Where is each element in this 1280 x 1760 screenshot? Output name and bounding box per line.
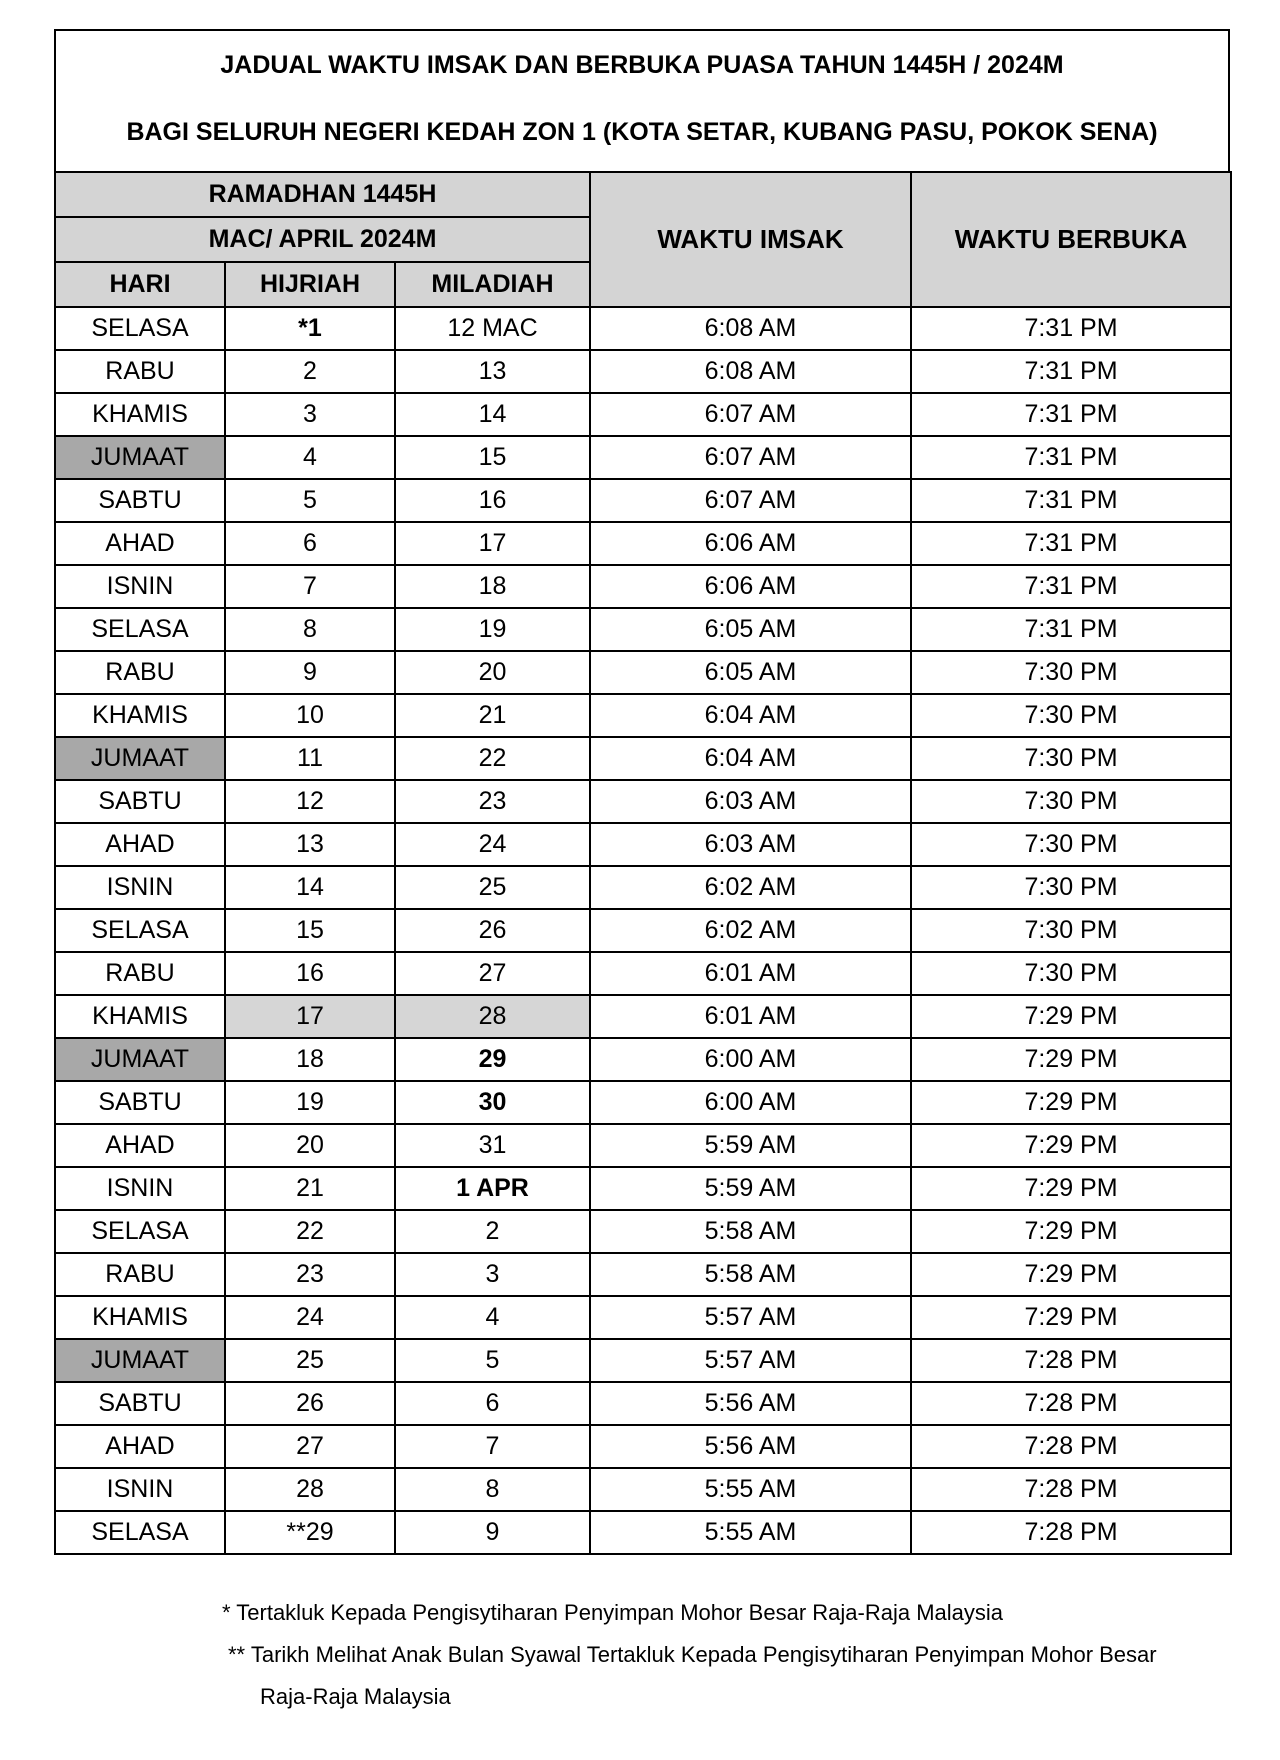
cell-waktu-berbuka: 7:31 PM — [911, 393, 1231, 436]
schedule-sheet — [54, 29, 1230, 1555]
cell-waktu-imsak: 5:57 AM — [590, 1339, 911, 1382]
cell-hijriah: 24 — [225, 1296, 395, 1339]
cell-miladiah: 23 — [395, 780, 590, 823]
cell-hijriah: 17 — [225, 995, 395, 1038]
cell-hijriah: 23 — [225, 1253, 395, 1296]
cell-miladiah: 18 — [395, 565, 590, 608]
cell-miladiah: 29 — [395, 1038, 590, 1081]
cell-waktu-imsak: 6:08 AM — [590, 307, 911, 350]
table-row — [55, 1253, 1231, 1296]
cell-hijriah: 3 — [225, 393, 395, 436]
table-row — [55, 737, 1231, 780]
cell-hari: SABTU — [55, 1081, 225, 1124]
cell-hijriah: 12 — [225, 780, 395, 823]
footnote-2: ** Tarikh Melihat Anak Bulan Syawal Tertakluk Kepada Pengisytiharan Penyimpan Mohor Besar — [228, 1642, 1157, 1667]
table-row — [55, 1081, 1231, 1124]
cell-hari: SELASA — [55, 1511, 225, 1554]
table-row — [55, 1511, 1231, 1554]
table-row — [55, 350, 1231, 393]
cell-miladiah: 6 — [395, 1382, 590, 1425]
table-row — [55, 608, 1231, 651]
cell-hari: SELASA — [55, 1210, 225, 1253]
cell-hari: ISNIN — [55, 1167, 225, 1210]
header-hijriah: HIJRIAH — [225, 262, 395, 307]
cell-waktu-berbuka: 7:30 PM — [911, 823, 1231, 866]
table-header — [55, 172, 1231, 307]
cell-miladiah: 22 — [395, 737, 590, 780]
cell-waktu-imsak: 5:58 AM — [590, 1210, 911, 1253]
cell-miladiah: 19 — [395, 608, 590, 651]
table-row — [55, 995, 1231, 1038]
cell-miladiah: 12 MAC — [395, 307, 590, 350]
cell-hijriah: 22 — [225, 1210, 395, 1253]
cell-waktu-berbuka: 7:31 PM — [911, 608, 1231, 651]
cell-waktu-berbuka: 7:30 PM — [911, 694, 1231, 737]
table-row — [55, 565, 1231, 608]
cell-hari: AHAD — [55, 1425, 225, 1468]
cell-miladiah: 16 — [395, 479, 590, 522]
cell-hijriah: 6 — [225, 522, 395, 565]
cell-hijriah: 19 — [225, 1081, 395, 1124]
cell-waktu-imsak: 6:02 AM — [590, 866, 911, 909]
cell-hijriah: 15 — [225, 909, 395, 952]
cell-waktu-berbuka: 7:28 PM — [911, 1425, 1231, 1468]
cell-hijriah: 2 — [225, 350, 395, 393]
cell-hari: SELASA — [55, 608, 225, 651]
cell-miladiah: 21 — [395, 694, 590, 737]
table-body — [55, 307, 1231, 1554]
cell-miladiah: 1 APR — [395, 1167, 590, 1210]
cell-miladiah: 14 — [395, 393, 590, 436]
schedule-table — [54, 171, 1232, 1555]
cell-miladiah: 15 — [395, 436, 590, 479]
cell-hijriah: 18 — [225, 1038, 395, 1081]
table-row — [55, 522, 1231, 565]
cell-waktu-imsak: 6:01 AM — [590, 995, 911, 1038]
cell-miladiah: 27 — [395, 952, 590, 995]
cell-hijriah: 28 — [225, 1468, 395, 1511]
cell-waktu-berbuka: 7:30 PM — [911, 737, 1231, 780]
cell-hari: KHAMIS — [55, 1296, 225, 1339]
cell-waktu-imsak: 6:01 AM — [590, 952, 911, 995]
cell-waktu-berbuka: 7:29 PM — [911, 995, 1231, 1038]
cell-hijriah: 21 — [225, 1167, 395, 1210]
table-row — [55, 866, 1231, 909]
cell-waktu-berbuka: 7:28 PM — [911, 1468, 1231, 1511]
cell-waktu-imsak: 6:05 AM — [590, 651, 911, 694]
table-row — [55, 780, 1231, 823]
cell-hijriah: 27 — [225, 1425, 395, 1468]
cell-miladiah: 3 — [395, 1253, 590, 1296]
cell-waktu-imsak: 5:55 AM — [590, 1468, 911, 1511]
header-ramadhan: RAMADHAN 1445H — [55, 172, 590, 217]
table-row — [55, 1167, 1231, 1210]
cell-hijriah: 13 — [225, 823, 395, 866]
table-row — [55, 436, 1231, 479]
cell-waktu-imsak: 5:57 AM — [590, 1296, 911, 1339]
table-row — [55, 1210, 1231, 1253]
table-row — [55, 307, 1231, 350]
header-mac-april: MAC/ APRIL 2024M — [55, 217, 590, 262]
table-row — [55, 393, 1231, 436]
cell-waktu-berbuka: 7:29 PM — [911, 1296, 1231, 1339]
header-waktu-imsak: WAKTU IMSAK — [590, 172, 911, 307]
cell-hari: JUMAAT — [55, 436, 225, 479]
table-row — [55, 952, 1231, 995]
cell-waktu-berbuka: 7:29 PM — [911, 1253, 1231, 1296]
cell-miladiah: 28 — [395, 995, 590, 1038]
cell-waktu-berbuka: 7:28 PM — [911, 1339, 1231, 1382]
cell-waktu-imsak: 6:06 AM — [590, 565, 911, 608]
table-row — [55, 1382, 1231, 1425]
cell-hijriah: 8 — [225, 608, 395, 651]
cell-miladiah: 24 — [395, 823, 590, 866]
cell-hari: JUMAAT — [55, 1339, 225, 1382]
cell-waktu-imsak: 6:05 AM — [590, 608, 911, 651]
cell-waktu-berbuka: 7:29 PM — [911, 1038, 1231, 1081]
cell-hijriah: 11 — [225, 737, 395, 780]
cell-miladiah: 7 — [395, 1425, 590, 1468]
cell-hijriah: 9 — [225, 651, 395, 694]
cell-hari: SABTU — [55, 1382, 225, 1425]
cell-miladiah: 5 — [395, 1339, 590, 1382]
cell-hari: KHAMIS — [55, 393, 225, 436]
cell-hari: KHAMIS — [55, 694, 225, 737]
cell-waktu-berbuka: 7:30 PM — [911, 952, 1231, 995]
cell-hijriah: *1 — [225, 307, 395, 350]
cell-waktu-berbuka: 7:31 PM — [911, 350, 1231, 393]
cell-hari: KHAMIS — [55, 995, 225, 1038]
cell-miladiah: 8 — [395, 1468, 590, 1511]
cell-miladiah: 9 — [395, 1511, 590, 1554]
cell-hijriah: 26 — [225, 1382, 395, 1425]
cell-waktu-berbuka: 7:31 PM — [911, 565, 1231, 608]
cell-hijriah: 16 — [225, 952, 395, 995]
title-line-2: BAGI SELURUH NEGERI KEDAH ZON 1 (KOTA SETAR, KUBANG PASU, POKOK SENA) — [126, 118, 1158, 146]
cell-waktu-imsak: 5:56 AM — [590, 1425, 911, 1468]
cell-waktu-berbuka: 7:28 PM — [911, 1511, 1231, 1554]
cell-hari: ISNIN — [55, 1468, 225, 1511]
cell-miladiah: 2 — [395, 1210, 590, 1253]
cell-waktu-imsak: 6:07 AM — [590, 436, 911, 479]
footnote-1: * Tertakluk Kepada Pengisytiharan Penyimpan Mohor Besar Raja-Raja Malaysia — [222, 1600, 1003, 1625]
table-row — [55, 479, 1231, 522]
table-row — [55, 1339, 1231, 1382]
cell-waktu-imsak: 6:02 AM — [590, 909, 911, 952]
cell-waktu-berbuka: 7:30 PM — [911, 866, 1231, 909]
cell-waktu-imsak: 6:07 AM — [590, 393, 911, 436]
cell-hari: SELASA — [55, 909, 225, 952]
cell-hari: SABTU — [55, 780, 225, 823]
cell-waktu-imsak: 6:08 AM — [590, 350, 911, 393]
cell-miladiah: 4 — [395, 1296, 590, 1339]
cell-miladiah: 25 — [395, 866, 590, 909]
table-row — [55, 694, 1231, 737]
cell-hijriah: 20 — [225, 1124, 395, 1167]
cell-waktu-imsak: 6:06 AM — [590, 522, 911, 565]
cell-waktu-berbuka: 7:31 PM — [911, 522, 1231, 565]
cell-waktu-imsak: 5:59 AM — [590, 1167, 911, 1210]
cell-waktu-berbuka: 7:29 PM — [911, 1167, 1231, 1210]
header-waktu-berbuka: WAKTU BERBUKA — [911, 172, 1231, 307]
table-row — [55, 1124, 1231, 1167]
cell-hari: AHAD — [55, 1124, 225, 1167]
cell-waktu-berbuka: 7:30 PM — [911, 909, 1231, 952]
cell-miladiah: 26 — [395, 909, 590, 952]
footnote-2-continued: Raja-Raja Malaysia — [260, 1684, 451, 1709]
cell-hijriah: 14 — [225, 866, 395, 909]
cell-waktu-berbuka: 7:29 PM — [911, 1124, 1231, 1167]
cell-miladiah: 30 — [395, 1081, 590, 1124]
cell-hari: ISNIN — [55, 565, 225, 608]
cell-waktu-imsak: 6:03 AM — [590, 780, 911, 823]
table-row — [55, 1468, 1231, 1511]
table-row — [55, 1038, 1231, 1081]
cell-waktu-berbuka: 7:31 PM — [911, 436, 1231, 479]
cell-waktu-imsak: 5:59 AM — [590, 1124, 911, 1167]
cell-waktu-berbuka: 7:29 PM — [911, 1081, 1231, 1124]
cell-waktu-imsak: 6:04 AM — [590, 737, 911, 780]
cell-hari: RABU — [55, 651, 225, 694]
header-hari: HARI — [55, 262, 225, 307]
cell-hijriah: 4 — [225, 436, 395, 479]
cell-hijriah: 5 — [225, 479, 395, 522]
cell-waktu-imsak: 5:58 AM — [590, 1253, 911, 1296]
cell-hijriah: 7 — [225, 565, 395, 608]
cell-waktu-berbuka: 7:31 PM — [911, 307, 1231, 350]
cell-waktu-berbuka: 7:31 PM — [911, 479, 1231, 522]
cell-hari: RABU — [55, 952, 225, 995]
title-line-1: JADUAL WAKTU IMSAK DAN BERBUKA PUASA TAHUN 1445H / 2024M — [220, 51, 1064, 79]
cell-waktu-imsak: 6:07 AM — [590, 479, 911, 522]
cell-miladiah: 17 — [395, 522, 590, 565]
cell-hijriah: 10 — [225, 694, 395, 737]
cell-miladiah: 31 — [395, 1124, 590, 1167]
cell-waktu-berbuka: 7:29 PM — [911, 1210, 1231, 1253]
header-miladiah: MILADIAH — [395, 262, 590, 307]
cell-hari: JUMAAT — [55, 737, 225, 780]
cell-waktu-imsak: 6:04 AM — [590, 694, 911, 737]
cell-hijriah: 25 — [225, 1339, 395, 1382]
cell-waktu-berbuka: 7:30 PM — [911, 780, 1231, 823]
cell-hari: AHAD — [55, 522, 225, 565]
cell-hijriah: **29 — [225, 1511, 395, 1554]
table-row — [55, 1296, 1231, 1339]
table-row — [55, 909, 1231, 952]
cell-hari: RABU — [55, 1253, 225, 1296]
cell-miladiah: 13 — [395, 350, 590, 393]
cell-waktu-imsak: 6:00 AM — [590, 1081, 911, 1124]
cell-miladiah: 20 — [395, 651, 590, 694]
cell-waktu-imsak: 5:56 AM — [590, 1382, 911, 1425]
table-row — [55, 651, 1231, 694]
cell-waktu-berbuka: 7:30 PM — [911, 651, 1231, 694]
cell-hari: SELASA — [55, 307, 225, 350]
cell-hari: RABU — [55, 350, 225, 393]
cell-hari: ISNIN — [55, 866, 225, 909]
cell-waktu-imsak: 6:00 AM — [590, 1038, 911, 1081]
cell-hari: SABTU — [55, 479, 225, 522]
cell-hari: AHAD — [55, 823, 225, 866]
table-row — [55, 1425, 1231, 1468]
cell-waktu-berbuka: 7:28 PM — [911, 1382, 1231, 1425]
cell-waktu-imsak: 5:55 AM — [590, 1511, 911, 1554]
cell-waktu-imsak: 6:03 AM — [590, 823, 911, 866]
cell-hari: JUMAAT — [55, 1038, 225, 1081]
title-box — [54, 29, 1230, 171]
table-row — [55, 823, 1231, 866]
